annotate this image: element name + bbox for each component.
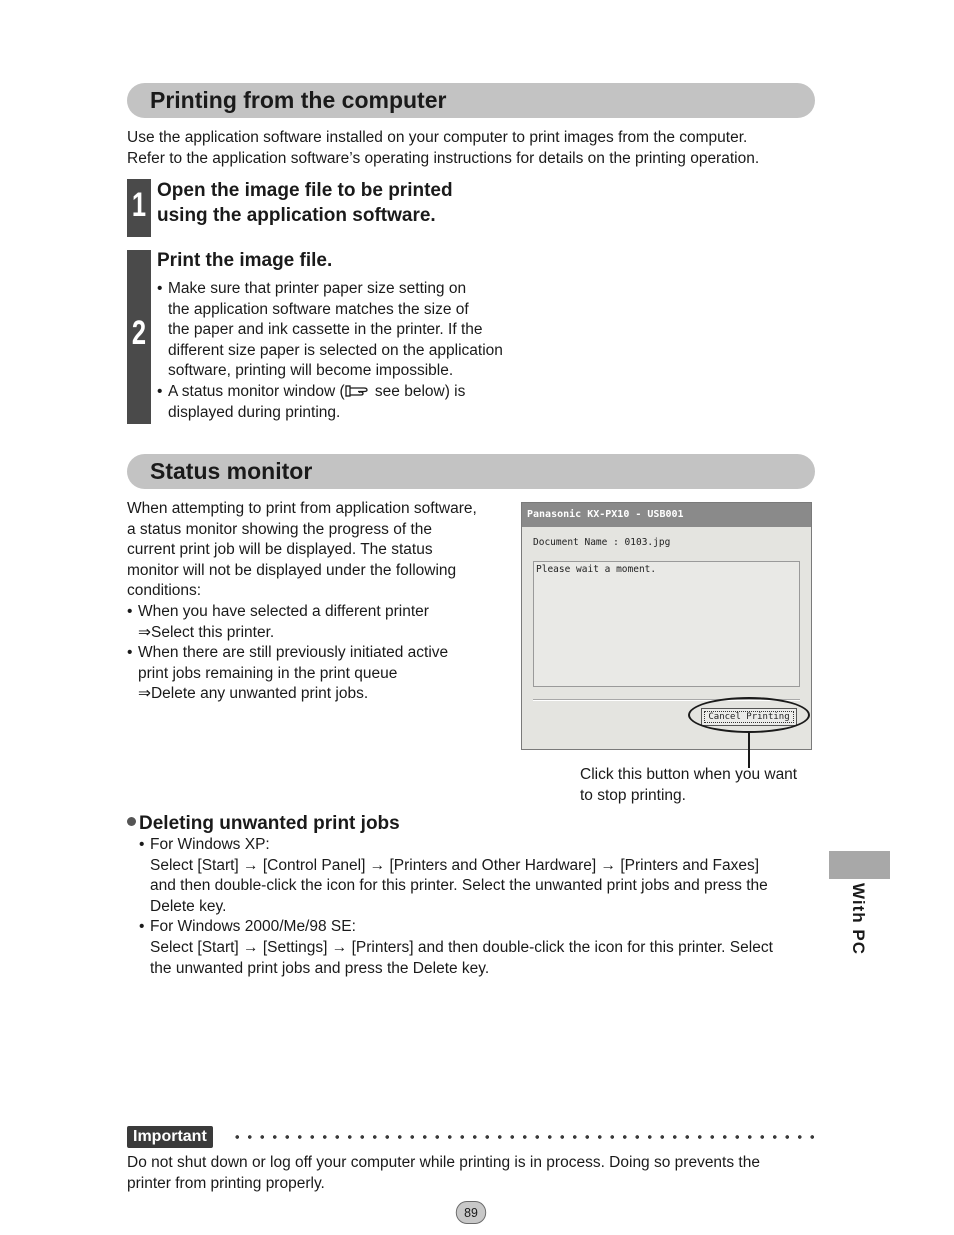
callout-line: to stop printing. (580, 786, 686, 804)
page-number: 89 (456, 1201, 486, 1224)
list-item (127, 602, 512, 643)
list-item-line: • When there are still previously initiated active (138, 644, 449, 662)
paragraph-line: conditions: (127, 582, 202, 600)
list-item-line: different size paper is selected on the application (168, 341, 503, 359)
list-item (139, 835, 829, 917)
document-name-label: Document Name : (533, 537, 619, 548)
status-message-box: Please wait a moment. (533, 561, 800, 687)
list-item-line: and then double-click the icon for this printer. Select the unwanted print jobs and press the (150, 877, 768, 895)
section-title: Printing from the computer (150, 87, 447, 113)
list-item-line: displayed during printing. (168, 403, 341, 421)
status-monitor-window (521, 502, 812, 750)
important-label: Important (127, 1126, 213, 1148)
document-name-row (533, 537, 670, 548)
callout-leader-line (748, 731, 750, 768)
list-item-line: the unwanted print jobs and press the Delete key. (150, 959, 490, 977)
status-monitor-description (127, 499, 512, 705)
paragraph-line: current print job will be displayed. The status (127, 541, 433, 559)
list-item-text: A status monitor window ( (168, 382, 345, 400)
section-header-status-monitor (127, 454, 815, 489)
intro-paragraph (127, 128, 827, 169)
section-header-printing (127, 83, 815, 118)
intro-line: Use the application software installed on your computer to print images from the computer. (127, 129, 748, 146)
chapter-tab-label: With PC (849, 883, 868, 956)
step-number: 1 (131, 186, 147, 224)
list-item-line: Delete key. (150, 897, 227, 915)
list-item-line: Select [Start] → [Settings] → [Printers] and then double-click the icon for this printer. Select (150, 938, 773, 956)
step-title-line: using the application software. (157, 205, 436, 226)
step-number-bar-1 (127, 179, 151, 237)
intro-line: Refer to the application software’s operating instructions for details on the printing operation. (127, 149, 760, 167)
dotted-rule (231, 1135, 817, 1139)
paragraph-line: monitor will not be displayed under the following (127, 561, 457, 579)
list-item-line: print jobs remaining in the print queue (138, 664, 398, 682)
step-2-bullets (157, 279, 537, 423)
list-item-line: ⇒Select this printer. (138, 623, 275, 641)
window-title-bar: Panasonic KX-PX10 - USB001 (522, 503, 811, 527)
pointing-hand-icon (345, 384, 371, 398)
round-bullet-icon (127, 817, 136, 826)
list-item-line: • For Windows XP: (150, 836, 270, 853)
chapter-tab (829, 851, 890, 879)
list-item-line (168, 382, 537, 403)
step-1-title (157, 178, 453, 228)
important-line: printer from printing properly. (127, 1174, 325, 1192)
cancel-printing-button[interactable]: Cancel Printing (701, 708, 797, 726)
paragraph-line: a status monitor showing the progress of the (127, 520, 432, 538)
deleting-instructions (139, 835, 829, 979)
callout-line: Click this button when you want (580, 766, 798, 783)
list-item-line: software, printing will become impossible. (168, 362, 454, 380)
list-item (139, 917, 829, 979)
callout-text (580, 765, 797, 806)
step-2-title: Print the image file. (157, 250, 333, 271)
step-number-bar-2 (127, 250, 151, 424)
important-line: Do not shut down or log off your computer while printing is in process. Doing so prevents the (127, 1154, 760, 1171)
important-text (127, 1153, 827, 1194)
list-item-line: the application software matches the size of (168, 300, 469, 318)
subsection-title: Deleting unwanted print jobs (139, 813, 400, 834)
step-title-line: Open the image file to be printed (157, 180, 453, 201)
paragraph-line: When attempting to print from application software, (127, 500, 477, 517)
step-number: 2 (131, 314, 147, 352)
list-item (157, 279, 537, 382)
deleting-heading (127, 813, 400, 835)
list-item-line: ⇒Delete any unwanted print jobs. (138, 685, 369, 703)
list-item-line: • Make sure that printer paper size setting on (168, 280, 467, 297)
highlight-oval (688, 697, 810, 733)
list-item-line: Select [Start] → [Control Panel] → [Printers and Other Hardware] → [Printers and Faxes] (150, 856, 760, 874)
list-item (127, 643, 512, 705)
list-item-line: • When you have selected a different printer (138, 602, 429, 620)
list-item-line: • For Windows 2000/Me/98 SE: (150, 918, 356, 936)
list-item-text: see below) is (370, 382, 466, 400)
list-item-line: the paper and ink cassette in the printer. If the (168, 321, 483, 339)
list-item (157, 382, 537, 423)
section-title: Status monitor (150, 458, 313, 484)
document-name-value: 0103.jpg (624, 537, 671, 548)
